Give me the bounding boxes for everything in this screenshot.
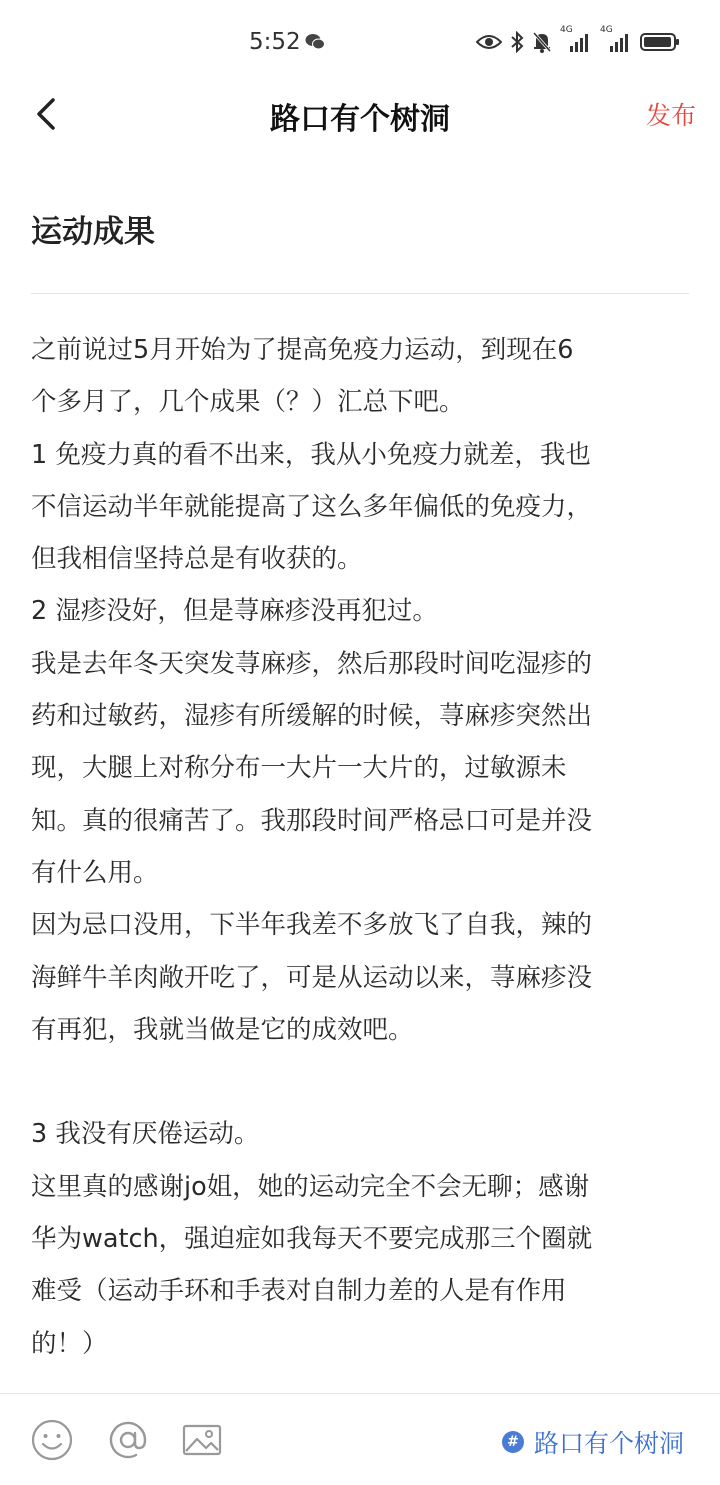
- eye-icon: [476, 33, 502, 51]
- page-title: 路口有个树洞: [270, 102, 450, 137]
- body-line: 不信运动半年就能提高了这么多年偏低的免疫力，: [31, 491, 593, 522]
- status-bar: [0, 0, 720, 84]
- network-label-1: 4G: [560, 25, 573, 35]
- hash-icon: #: [502, 1431, 524, 1453]
- body-line: 这里真的感谢jo姐，她的运动完全不会无聊；感谢: [31, 1171, 590, 1202]
- body-line: 的！）: [31, 1328, 108, 1359]
- body-line: 难受（运动手环和手表对自制力差的人是有作用: [31, 1276, 567, 1307]
- body-line: 知。真的很痛苦了。我那段时间严格忌口可是并没: [31, 805, 593, 836]
- body-line: 个多月了，几个成果（？）汇总下吧。: [31, 387, 465, 418]
- body-line: 现，大腿上对称分布一大片一大片的，过敏源未: [31, 753, 567, 784]
- publish-button[interactable]: 发布: [645, 101, 696, 130]
- status-time: 5:52: [249, 29, 301, 55]
- bluetooth-icon: [510, 31, 524, 53]
- title-divider: [31, 293, 689, 294]
- post-title[interactable]: 运动成果: [31, 214, 155, 250]
- title-bar: [0, 84, 720, 144]
- battery-icon: [640, 32, 680, 52]
- body-line: 3 我没有厌倦运动。: [31, 1119, 260, 1150]
- body-line: 华为watch，强迫症如我每天不要完成那三个圈就: [31, 1224, 593, 1255]
- body-line: 之前说过5月开始为了提高免疫力运动，到现在6: [31, 335, 574, 365]
- body-line: 但我相信坚持总是有收获的。: [31, 544, 363, 575]
- signal-icon: [560, 31, 592, 53]
- body-line: 有再犯，我就当做是它的成效吧。: [31, 1014, 414, 1045]
- bottom-toolbar: [0, 1393, 720, 1485]
- body-line: 有什么用。: [31, 857, 159, 888]
- emoji-icon[interactable]: [30, 1418, 74, 1462]
- network-label-2: 4G: [600, 25, 613, 35]
- body-line: [31, 1056, 696, 1108]
- topic-label: 路口有个树洞: [533, 1429, 684, 1458]
- signal-icon: [600, 31, 632, 53]
- topic-chip[interactable]: [502, 1424, 684, 1460]
- body-line: 1 免疫力真的看不出来，我从小免疫力就差，我也: [31, 439, 591, 470]
- mention-icon[interactable]: [106, 1418, 150, 1462]
- image-icon[interactable]: [180, 1418, 224, 1462]
- body-line: 因为忌口没用，下半年我差不多放飞了自我，辣的: [31, 910, 593, 941]
- body-line: 药和过敏药，湿疹有所缓解的时候，荨麻疹突然出: [31, 701, 593, 732]
- signal-2: [600, 25, 632, 53]
- status-icons: [476, 25, 680, 54]
- wechat-icon: [305, 33, 325, 50]
- mute-bell-icon: [532, 31, 552, 53]
- post-body[interactable]: [31, 324, 696, 1370]
- body-line: 我是去年冬天突发荨麻疹，然后那段时间吃湿疹的: [31, 648, 593, 679]
- body-line: 海鲜牛羊肉敞开吃了，可是从运动以来，荨麻疹没: [31, 962, 593, 993]
- signal-1: [560, 25, 592, 53]
- body-line: 2 湿疹没好，但是荨麻疹没再犯过。: [31, 596, 438, 627]
